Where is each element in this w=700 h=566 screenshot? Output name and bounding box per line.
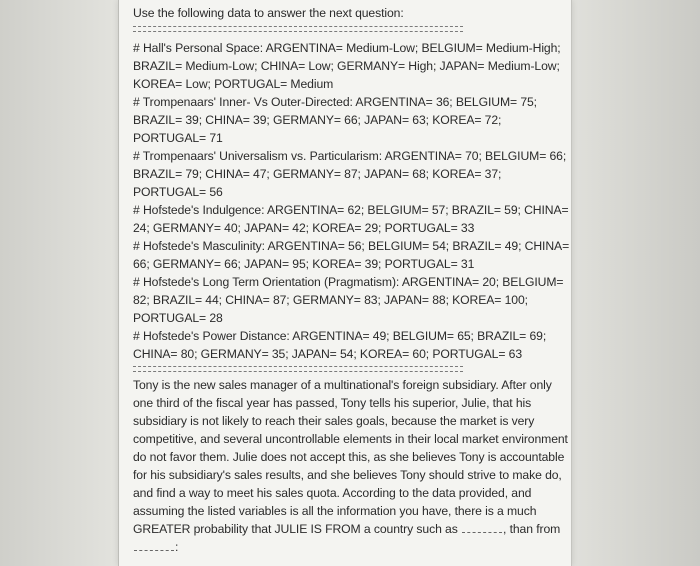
question-last-line (133, 521, 563, 537)
question-line: competitive, and several uncontrollable elements in their local market environment (133, 432, 568, 446)
data-line: # Hofstede's Long Term Orientation (Pragmatism): ARGENTINA= 20; BELGIUM= (133, 275, 564, 289)
data-line: 24; GERMANY= 40; JAPAN= 42; KOREA= 29; PORTUGAL= 33 (133, 221, 475, 235)
question-text-before-blank: GREATER probability that JULIE IS FROM a country such as (133, 522, 458, 536)
question-trailing-colon: : (175, 540, 179, 554)
data-line: # Trompenaars' Inner- Vs Outer-Directed: ARGENTINA= 36; BELGIUM= 75; (133, 95, 537, 109)
data-line: CHINA= 80; GERMANY= 35; JAPAN= 54; KOREA= 60; PORTUGAL= 63 (133, 347, 522, 361)
question-text-after-blank: , than from (503, 522, 561, 536)
question-trailing-line (133, 539, 563, 555)
answer-blank-2[interactable] (134, 540, 174, 551)
question-line: do not favor them. Julie does not accept this, as she believes Tony is accountable (133, 450, 565, 464)
separator-top (133, 26, 463, 32)
question-line: for his subsidiary's sales results, and she believes Tony should strive to make do, (133, 468, 562, 482)
data-line: # Hofstede's Masculinity: ARGENTINA= 56; BELGIUM= 54; BRAZIL= 49; CHINA= (133, 239, 570, 253)
question-line: and find a way to meet his sales quota. According to the data provided, and (133, 486, 532, 500)
data-line: KOREA= Low; PORTUGAL= Medium (133, 77, 334, 91)
question-line: one third of the fiscal year has passed, Tony tells his superior, Julie, that his (133, 396, 532, 410)
data-line: PORTUGAL= 56 (133, 185, 223, 199)
data-line: # Hofstede's Indulgence: ARGENTINA= 62; BELGIUM= 57; BRAZIL= 59; CHINA= (133, 203, 569, 217)
instruction-header: Use the following data to answer the next question: (133, 6, 404, 20)
data-line: BRAZIL= 79; CHINA= 47; GERMANY= 87; JAPAN= 68; KOREA= 37; (133, 167, 502, 181)
data-line: PORTUGAL= 28 (133, 311, 223, 325)
separator-bottom (133, 366, 463, 372)
question-line: Tony is the new sales manager of a multinational's foreign subsidiary. After only (133, 378, 552, 392)
data-line: 66; GERMANY= 66; JAPAN= 95; KOREA= 39; PORTUGAL= 31 (133, 257, 475, 271)
data-line: # Hofstede's Power Distance: ARGENTINA= 49; BELGIUM= 65; BRAZIL= 69; (133, 329, 547, 343)
question-line: subsidiary is not likely to reach their sales goals, because the market is very (133, 414, 535, 428)
data-line: 82; BRAZIL= 44; CHINA= 87; GERMANY= 83; JAPAN= 88; KOREA= 100; (133, 293, 528, 307)
data-line: BRAZIL= Medium-Low; CHINA= Low; GERMANY= High; JAPAN= Medium-Low; (133, 59, 560, 73)
data-line: # Hall's Personal Space: ARGENTINA= Medium-Low; BELGIUM= Medium-High; (133, 41, 561, 55)
question-line: assuming the listed variables is all the information you have, there is a much (133, 504, 537, 518)
data-line: PORTUGAL= 71 (133, 131, 223, 145)
data-line: # Trompenaars' Universalism vs. Particularism: ARGENTINA= 70; BELGIUM= 66; (133, 149, 567, 163)
document-page (118, 0, 572, 566)
data-line: BRAZIL= 39; CHINA= 39; GERMANY= 66; JAPAN= 63; KOREA= 72; (133, 113, 502, 127)
answer-blank-1[interactable] (462, 522, 502, 533)
